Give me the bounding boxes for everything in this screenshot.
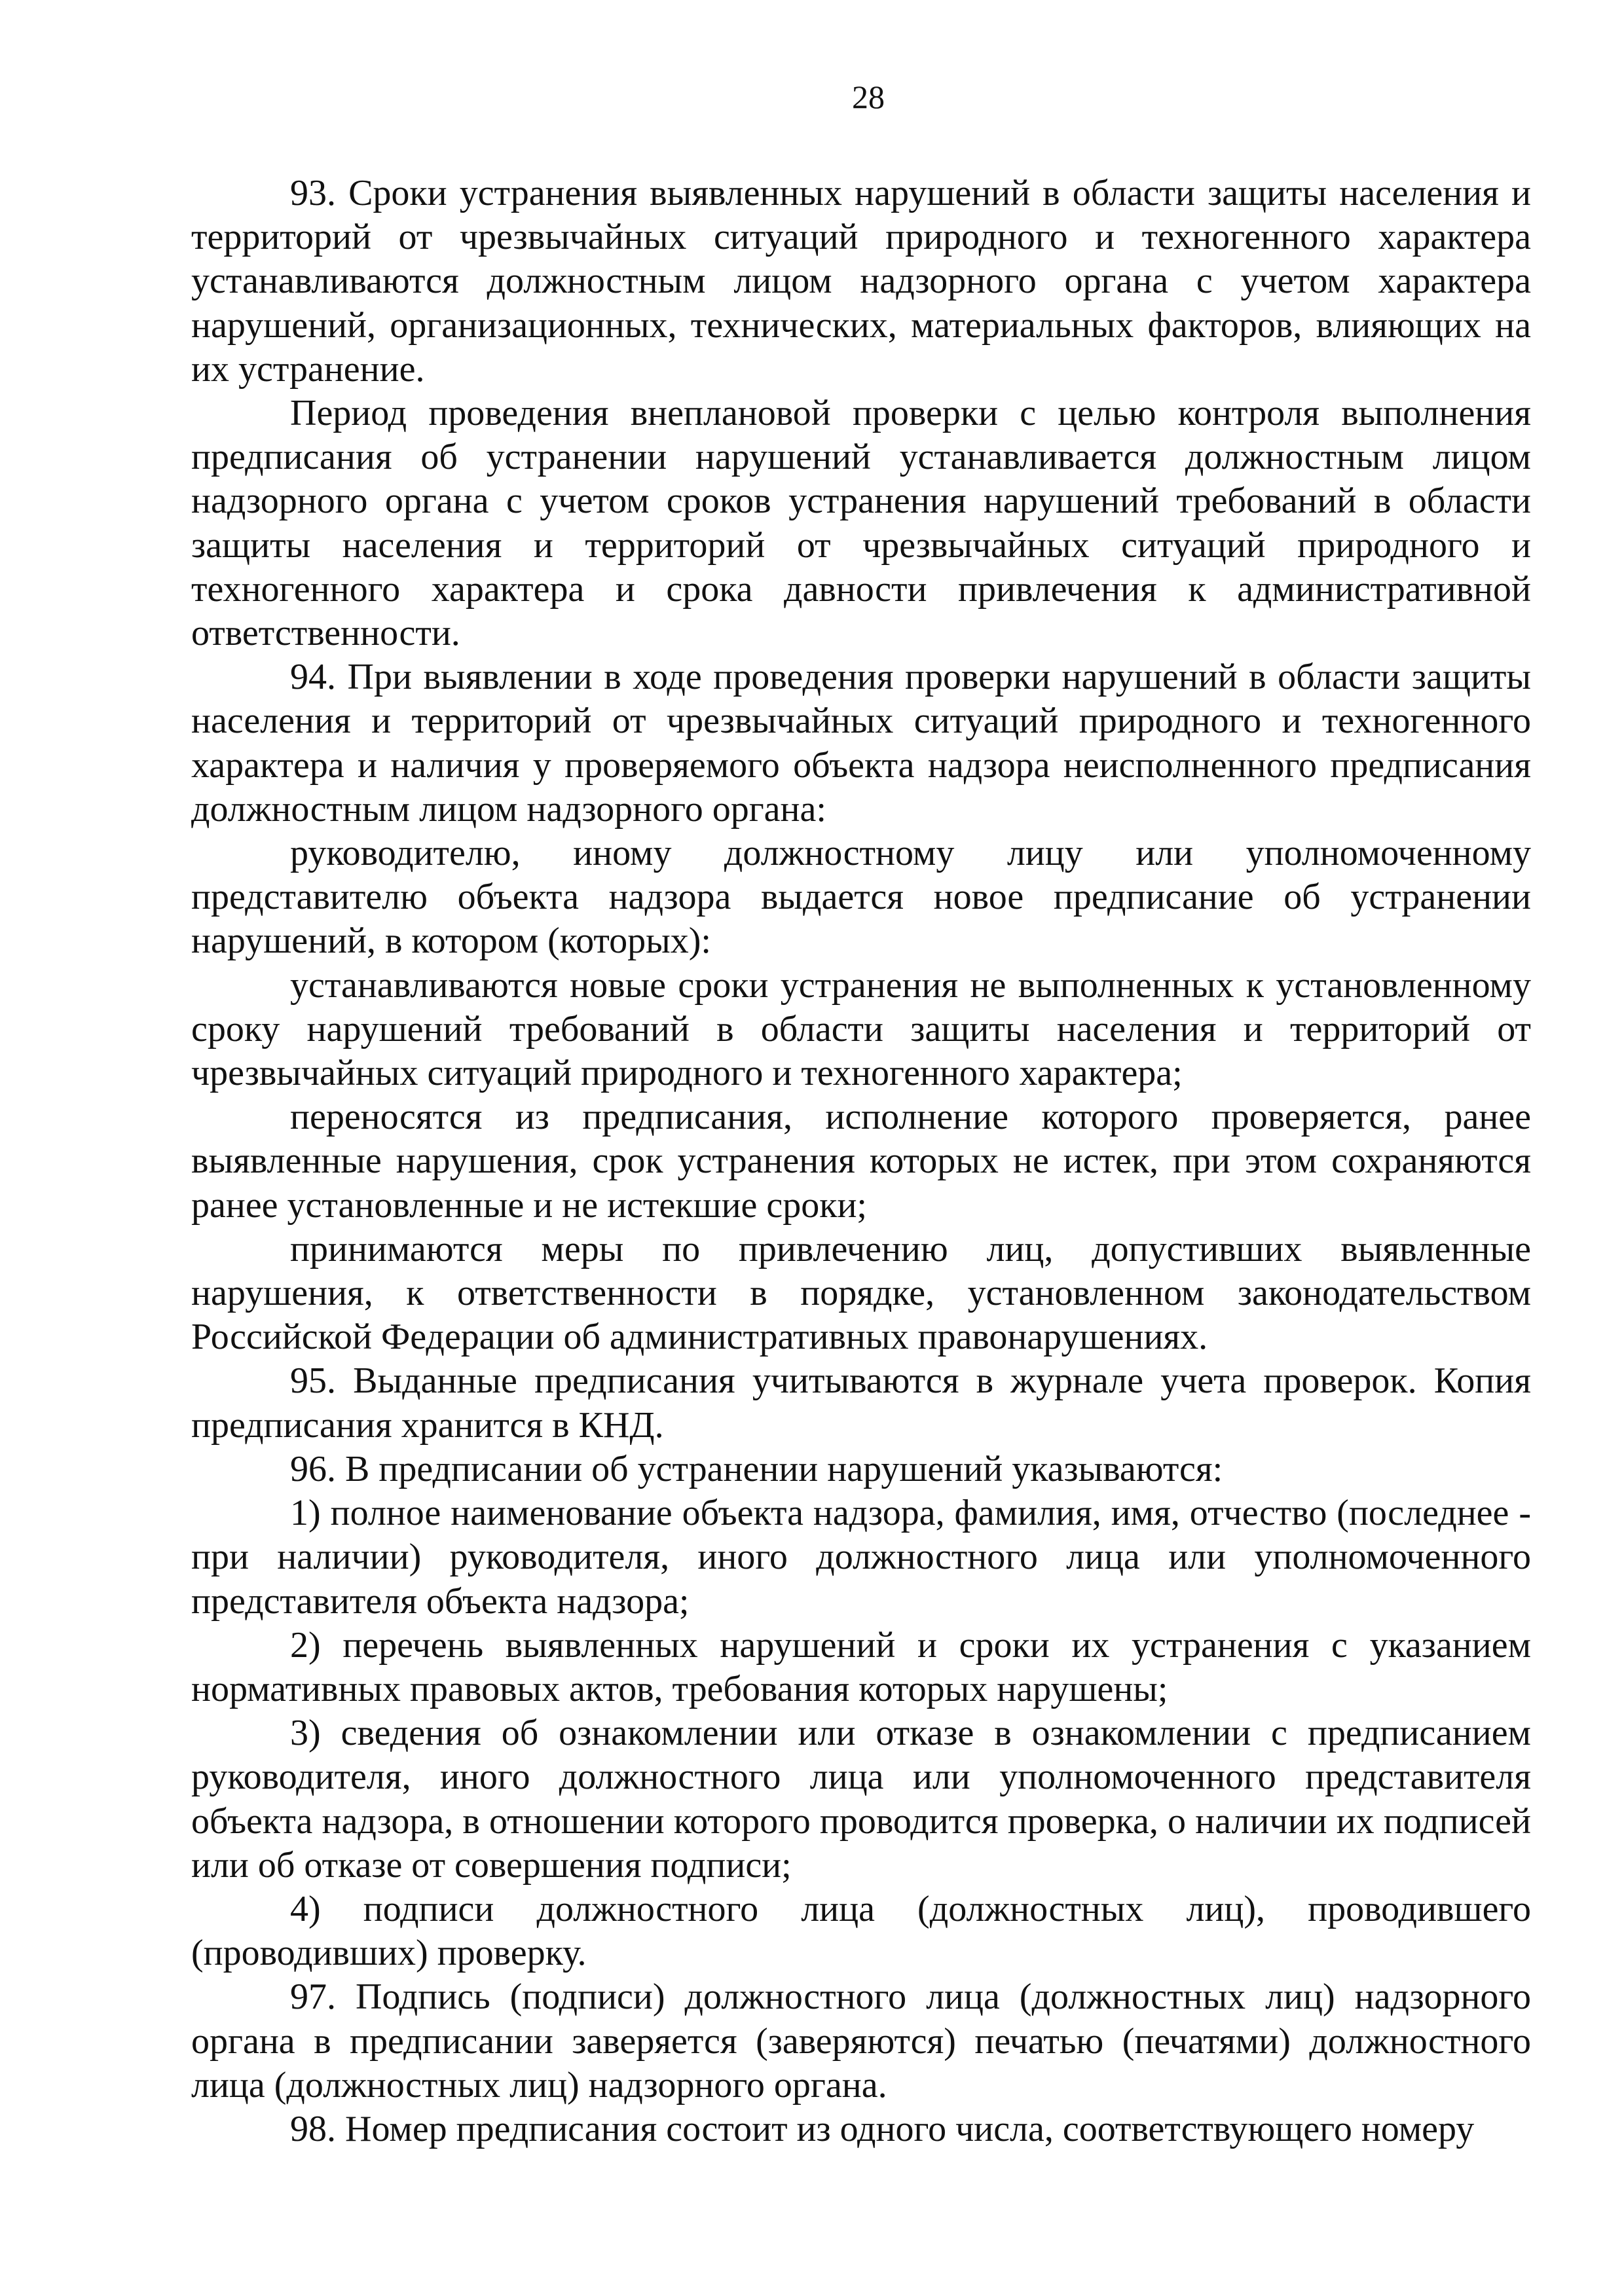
paragraph-97: 97. Подпись (подписи) должностного лица (должностных лиц) надзорного органа в предписании заверяется (заверяются) печатью (печатями) должностного лица (должностных лиц) надзорного органа. — [191, 1977, 1531, 2105]
paragraph-94: 94. При выявлении в ходе проведения проверки нарушений в области защиты населения и территорий от чрезвычайных ситуаций природного и техногенного характера и наличия у проверяемого объекта надзора неисполненного предписания должностным лицом надзорного органа: — [191, 657, 1531, 829]
paragraph-94-measures: принимаются меры по привлечению лиц, допустивших выявленные нарушения, к ответственности в порядке, установленном законодательством Российской Федерации об административных правонарушениях. — [191, 1228, 1531, 1358]
paragraph-94-transfer: переносятся из предписания, исполнение которого проверяется, ранее выявленные нарушения, срок устранения которых не истек, при этом сохраняются ранее установленные и не истекшие сроки; — [191, 1097, 1531, 1226]
list-item-2: 2) перечень выявленных нарушений и сроки их устранения с указанием нормативных правовых актов, требования которых нарушены; — [191, 1624, 1531, 1709]
paragraph-93: 93. Сроки устранения выявленных нарушений в области защиты населения и территорий от чрезвычайных ситуаций природного и техногенного характера устанавливаются должностным лицом надзорного органа с учетом характера нарушений, организационных, технических, материальных факторов, влияющих на их устранение. — [191, 173, 1531, 390]
document-body — [191, 172, 1531, 2151]
list-item-4: 4) подписи должностного лица (должностных лиц), проводившего (проводивших) проверку. — [191, 1888, 1531, 1974]
page-number: 28 — [852, 79, 885, 115]
paragraph-95: 95. Выданные предписания учитываются в журнале учета проверок. Копия предписания хранится в КНД. — [191, 1360, 1531, 1446]
paragraph-96: 96. В предписании об устранении нарушений указываются: — [290, 1448, 1223, 1489]
paragraph-93-period: Период проведения внеплановой проверки с целью контроля выполнения предписания об устранении нарушений устанавливается должностным лицом надзорного органа с учетом сроков устранения нарушений требований в области защиты населения и территорий от чрезвычайных ситуаций природного и техногенного характера и срока давности привлечения к административной ответственности. — [191, 393, 1531, 654]
paragraph-94-new-terms: устанавливаются новые сроки устранения не выполненных к установленному сроку нарушений требований в области защиты населения и территорий от чрезвычайных ситуаций природного и техногенного характера; — [191, 964, 1531, 1094]
paragraph-98: 98. Номер предписания состоит из одного числа, соответствующего номеру — [290, 2108, 1475, 2149]
list-item-3: 3) сведения об ознакомлении или отказе в ознакомлении с предписанием руководителя, иного должностного лица или уполномоченного представителя объекта надзора, в отношении которого проводится проверка, о наличии их подписей или об отказе от совершения подписи; — [191, 1713, 1531, 1886]
list-item-1: 1) полное наименование объекта надзора, фамилия, имя, отчество (последнее - при наличии) руководителя, иного должностного лица или уполномоченного представителя объекта надзора; — [191, 1493, 1531, 1622]
paragraph-94-new-order: руководителю, иному должностному лицу или уполномоченному представителю объекта надзора выдается новое предписание об устранении нарушений, в котором (которых): — [191, 833, 1531, 962]
